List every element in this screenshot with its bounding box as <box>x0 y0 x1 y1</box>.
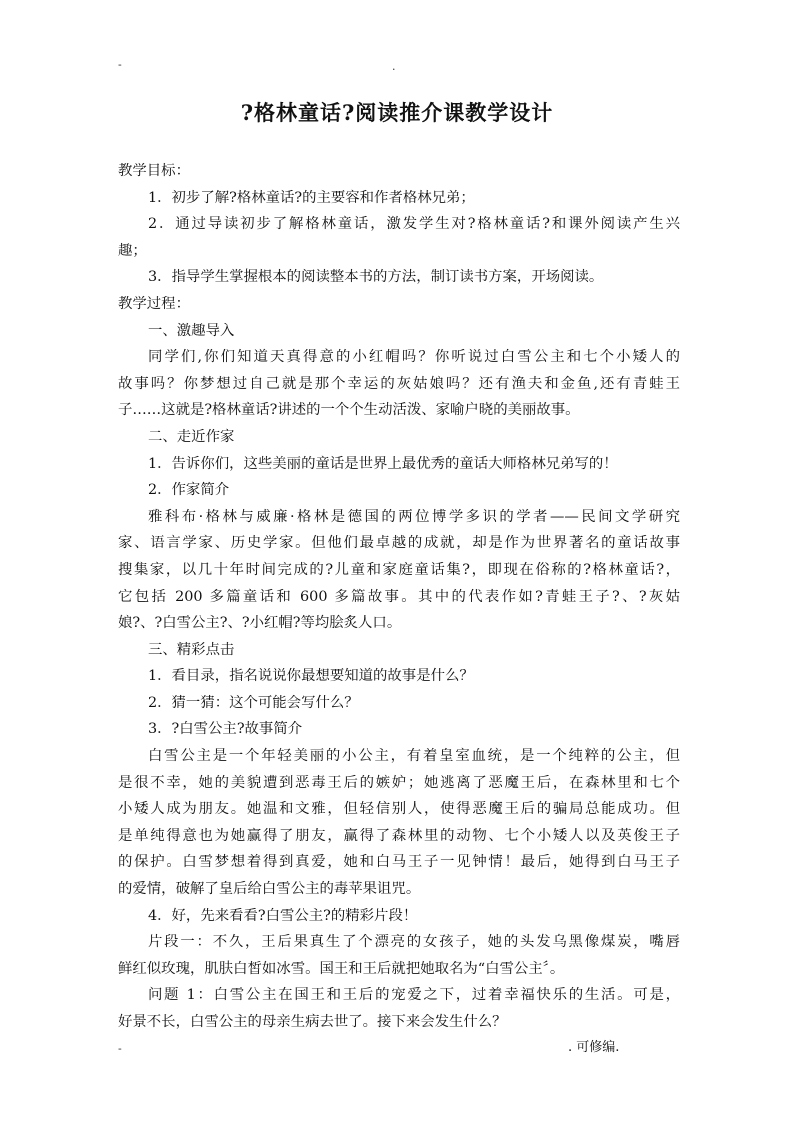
text-line: 的保护。白雪梦想着得到真爱，她和白马王子一见钟情！最后，她得到白马王子 <box>118 854 680 871</box>
text-line: 3．指导学生掌握根本的阅读整本书的方法，制订读书方案，开场阅读。 <box>148 269 604 286</box>
document-body <box>118 158 680 1036</box>
text-line: 白雪公主是一个年轻美丽的小公主，有着皇室血统，是一个纯粹的公主，但 <box>148 748 680 765</box>
text-line: 搜集家，以几十年时间完成的?儿童和家庭童话集?，即现在俗称的?格林童话?， <box>118 561 680 578</box>
text-line: 教学过程： <box>118 295 190 312</box>
header-left-mark: - <box>118 58 122 71</box>
text-line: 好景不长，白雪公主的母亲生病去世了。接下来会发生什么？ <box>118 1014 507 1030</box>
text-line: 雅科布·格林与威廉·格林是德国的两位博学多识的学者——民间文学研究 <box>148 508 680 525</box>
text-line: 2．通过导读初步了解格林童话，激发学生对?格林童话?和课外阅读产生兴 <box>148 216 680 233</box>
text-line: 小矮人成为朋友。她温和文雅，但轻信别人，使得恶魔王后的骗局总能成功。但 <box>118 801 680 818</box>
text-line: 趣； <box>118 242 147 259</box>
text-line: 娘?、?白雪公主?、?小红帽?等均脍炙人口。 <box>118 615 402 632</box>
text-line: 三、精彩点击 <box>148 641 235 658</box>
document-title: ?格林童话?阅读推介课教学设计 <box>240 100 554 125</box>
text-line: 2．作家简介 <box>148 482 230 499</box>
text-line: 片段一：不久，王后果真生了个漂亮的女孩子，她的头发乌黑像煤炭，嘴唇 <box>148 934 680 951</box>
text-line: 1．看目录，指名说说你最想要知道的故事是什么？ <box>148 668 474 685</box>
text-line: 鲜红似玫瑰，肌肤白皙如冰雪。国王和王后就把她取名为“白雪公主〞。 <box>118 960 565 977</box>
text-line: 教学目标： <box>118 163 190 179</box>
text-line: 1．初步了解?格林童话?的主要容和作者格林兄弟； <box>148 189 475 206</box>
text-line: 问题 1：白雪公主在国王和王后的宠爱之下，过着幸福快乐的生活。可是， <box>148 987 680 1004</box>
text-line: 子……这就是?格林童话?讲述的一个个生动活泼、家喻户晓的美丽故事。 <box>118 402 580 419</box>
text-line: 3．?白雪公主?故事简介 <box>148 721 303 738</box>
footer-editable-note: . 可修编. <box>568 1040 620 1055</box>
text-line: 是单纯得意也为她赢得了朋友，赢得了森林里的动物、七个小矮人以及英俊王子 <box>118 827 680 844</box>
footer-left-mark: - <box>118 1042 122 1055</box>
text-line: 它包括 200 多篇童话和 600 多篇故事。其中的代表作如?青蛙王子?、?灰姑 <box>118 588 680 605</box>
text-line: 故事吗？你梦想过自己就是那个幸运的灰姑娘吗？还有渔夫和金鱼,还有青蛙王 <box>118 375 680 392</box>
text-line: 4．好，先来看看?白雪公主?的精彩片段！ <box>148 907 418 924</box>
text-line: 的爱情，破解了皇后给白雪公主的毒苹果诅咒。 <box>118 881 421 898</box>
header-center-mark: . <box>392 60 396 73</box>
text-line: 家、语言学家、历史学家。但他们最卓越的成就，却是作为世界著名的童话故事 <box>118 535 680 552</box>
text-line: 二、走近作家 <box>148 428 235 445</box>
text-line: 是很不幸，她的美貌遭到恶毒王后的嫉妒；她逃离了恶魔王后，在森林里和七个 <box>118 774 680 791</box>
text-line: 2．猜一猜：这个可能会写什么？ <box>148 694 359 711</box>
text-line: 1．告诉你们，这些美丽的童话是世界上最优秀的童话大师格林兄弟写的！ <box>148 455 618 472</box>
text-line: 同学们,你们知道天真得意的小红帽吗？你听说过白雪公主和七个小矮人的 <box>148 349 680 366</box>
text-line: 一、激趣导入 <box>148 322 235 339</box>
